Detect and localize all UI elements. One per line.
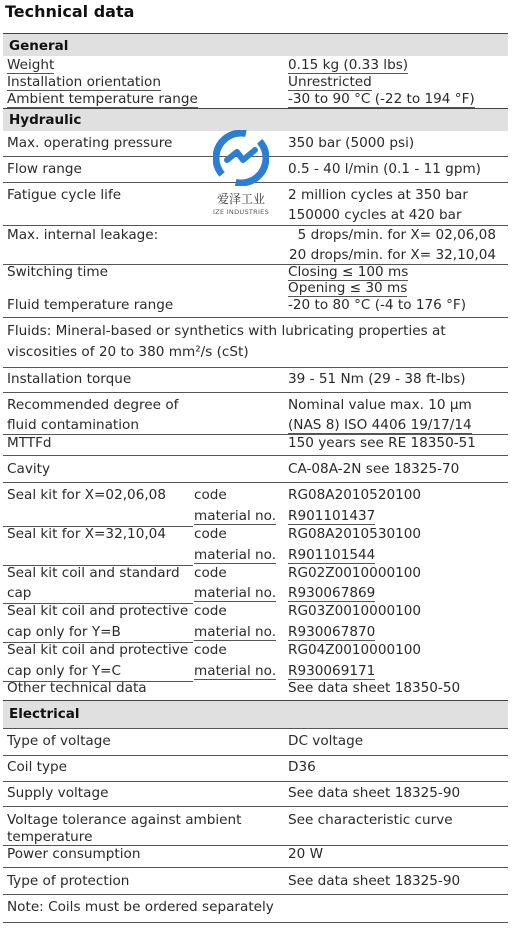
- ize-logo-icon: [213, 130, 269, 186]
- leakage-value-2: 20 drops/min. for X= 32,10,04: [289, 247, 496, 263]
- section-general-label: General: [9, 38, 69, 54]
- pressure-label: Max. operating pressure: [7, 135, 173, 151]
- divider: [3, 225, 508, 226]
- seal5-code-value: RG04Z0010000100: [288, 642, 422, 658]
- switching-value-1: Closing ≤ 100 ms: [288, 264, 409, 280]
- coils-note: Note: Coils must be ordered separately: [7, 899, 274, 915]
- section-hydraulic-label: Hydraulic: [9, 112, 82, 128]
- divider: [3, 317, 508, 318]
- cavity-label: Cavity: [7, 461, 51, 477]
- contamination-value-1: Nominal value max. 10 µm: [288, 397, 472, 413]
- weight-label: Weight: [7, 57, 55, 73]
- leakage-label: Max. internal leakage:: [7, 227, 159, 243]
- contamination-label-1: Recommended degree of: [7, 397, 179, 413]
- seal1-label: Seal kit for X=02,06,08: [7, 487, 166, 503]
- watermark-en-text: IZE INDUSTRIES: [212, 208, 270, 216]
- ambient-value: -30 to 90 °C (-22 to 194 °F): [288, 91, 475, 107]
- flow-value: 0.5 - 40 l/min (0.1 - 11 gpm): [288, 161, 481, 177]
- coil-type-label: Coil type: [7, 759, 68, 775]
- divider: [3, 867, 508, 868]
- page-title: Technical data: [5, 2, 135, 21]
- divider: [3, 755, 508, 756]
- seal4-label-1: Seal kit coil and protective: [7, 603, 189, 619]
- coil-type-value: D36: [288, 759, 316, 775]
- switching-value-2: Opening ≤ 30 ms: [288, 280, 408, 296]
- seal5-label-1: Seal kit coil and protective: [7, 642, 189, 658]
- other-label: Other technical data: [7, 680, 147, 696]
- seal4-code-value: RG03Z0010000100: [288, 603, 422, 619]
- fluids-note-1: Fluids: Mineral-based or synthetics with lubricating properties at: [7, 323, 446, 339]
- seal2-code-value: RG08A2010530100: [288, 526, 422, 542]
- seal3-code-value: RG02Z0010000100: [288, 565, 422, 581]
- seal1-code-label: code: [194, 487, 227, 503]
- power-label: Power consumption: [7, 846, 141, 862]
- seal2-label: Seal kit for X=32,10,04: [7, 526, 166, 542]
- protection-label: Type of protection: [7, 873, 130, 889]
- supply-voltage-value: See data sheet 18325-90: [288, 785, 461, 801]
- divider: [3, 367, 508, 368]
- other-value: See data sheet 18350-50: [288, 680, 461, 696]
- divider: [3, 894, 508, 895]
- voltage-type-value: DC voltage: [288, 733, 364, 749]
- divider: [3, 392, 508, 393]
- seal3-label-1: Seal kit coil and standard: [7, 565, 180, 581]
- voltage-type-label: Type of voltage: [7, 733, 111, 749]
- seal3-code-label: code: [194, 565, 227, 581]
- protection-value: See data sheet 18325-90: [288, 873, 461, 889]
- seal4-code-label: code: [194, 603, 227, 619]
- seal2-material-label: material no.: [194, 547, 277, 563]
- divider: [3, 922, 508, 923]
- orientation-label: Installation orientation: [7, 74, 161, 90]
- power-value: 20 W: [288, 846, 324, 862]
- section-electrical: [3, 700, 508, 728]
- fluids-note-2: viscosities of 20 to 380 mm²/s (cSt): [7, 344, 249, 360]
- flow-label: Flow range: [7, 161, 82, 177]
- fatigue-value-2: 150000 cycles at 420 bar: [288, 207, 462, 223]
- section-electrical-label: Electrical: [9, 706, 80, 722]
- seal1-material-value: R901101437: [288, 508, 376, 524]
- tolerance-label-2: temperature: [7, 829, 93, 845]
- supply-voltage-label: Supply voltage: [7, 785, 109, 801]
- leakage-value-1: 5 drops/min. for X= 02,06,08: [297, 227, 496, 243]
- contamination-label-2: fluid contamination: [7, 417, 139, 433]
- watermark-cn-text: 爱泽工业: [216, 192, 265, 206]
- seal2-material-value: R901101544: [288, 547, 376, 563]
- seal1-code-value: RG08A2010520100: [288, 487, 422, 503]
- contamination-value-2: (NAS 8) ISO 4406 19/17/14: [288, 417, 472, 433]
- divider: [3, 482, 508, 483]
- seal3-material-label: material no.: [194, 585, 277, 601]
- seal5-code-label: code: [194, 642, 227, 658]
- switching-label: Switching time: [7, 264, 108, 280]
- seal4-label-2: cap only for Y=B: [7, 624, 121, 640]
- torque-value: 39 - 51 Nm (29 - 38 ft-lbs): [288, 371, 466, 387]
- divider: [3, 806, 508, 807]
- mttfd-label: MTTFd: [7, 435, 52, 451]
- seal5-material-label: material no.: [194, 663, 277, 679]
- seal5-material-value: R930069171: [288, 663, 376, 679]
- divider: [3, 728, 508, 729]
- fatigue-value-1: 2 million cycles at 350 bar: [288, 187, 468, 203]
- seal4-material-label: material no.: [194, 624, 277, 640]
- fluid-temp-value: -20 to 80 °C (-4 to 176 °F): [288, 297, 467, 313]
- ambient-label: Ambient temperature range: [7, 91, 198, 107]
- cavity-value: CA-08A-2N see 18325-70: [288, 461, 460, 477]
- fatigue-label: Fatigue cycle life: [7, 187, 122, 203]
- mttfd-value: 150 years see RE 18350-51: [288, 435, 476, 451]
- divider: [3, 781, 508, 782]
- seal4-material-value: R930067870: [288, 624, 376, 640]
- torque-label: Installation torque: [7, 371, 132, 387]
- seal3-material-value: R930067869: [288, 585, 376, 601]
- seal1-material-label: material no.: [194, 508, 277, 524]
- orientation-value: Unrestricted: [288, 74, 372, 90]
- weight-value: 0.15 kg (0.33 lbs): [288, 57, 409, 73]
- pressure-value: 350 bar (5000 psi): [288, 135, 415, 151]
- watermark-logo: [205, 130, 277, 225]
- fluid-temp-label: Fluid temperature range: [7, 297, 174, 313]
- seal5-label-2: cap only for Y=C: [7, 663, 122, 679]
- section-general: [3, 33, 508, 56]
- section-hydraulic: [3, 108, 508, 131]
- seal2-code-label: code: [194, 526, 227, 542]
- tolerance-value: See characteristic curve: [288, 812, 453, 828]
- tolerance-label-1: Voltage tolerance against ambient: [7, 812, 242, 828]
- seal3-label-2: cap: [7, 585, 32, 601]
- divider: [3, 455, 508, 456]
